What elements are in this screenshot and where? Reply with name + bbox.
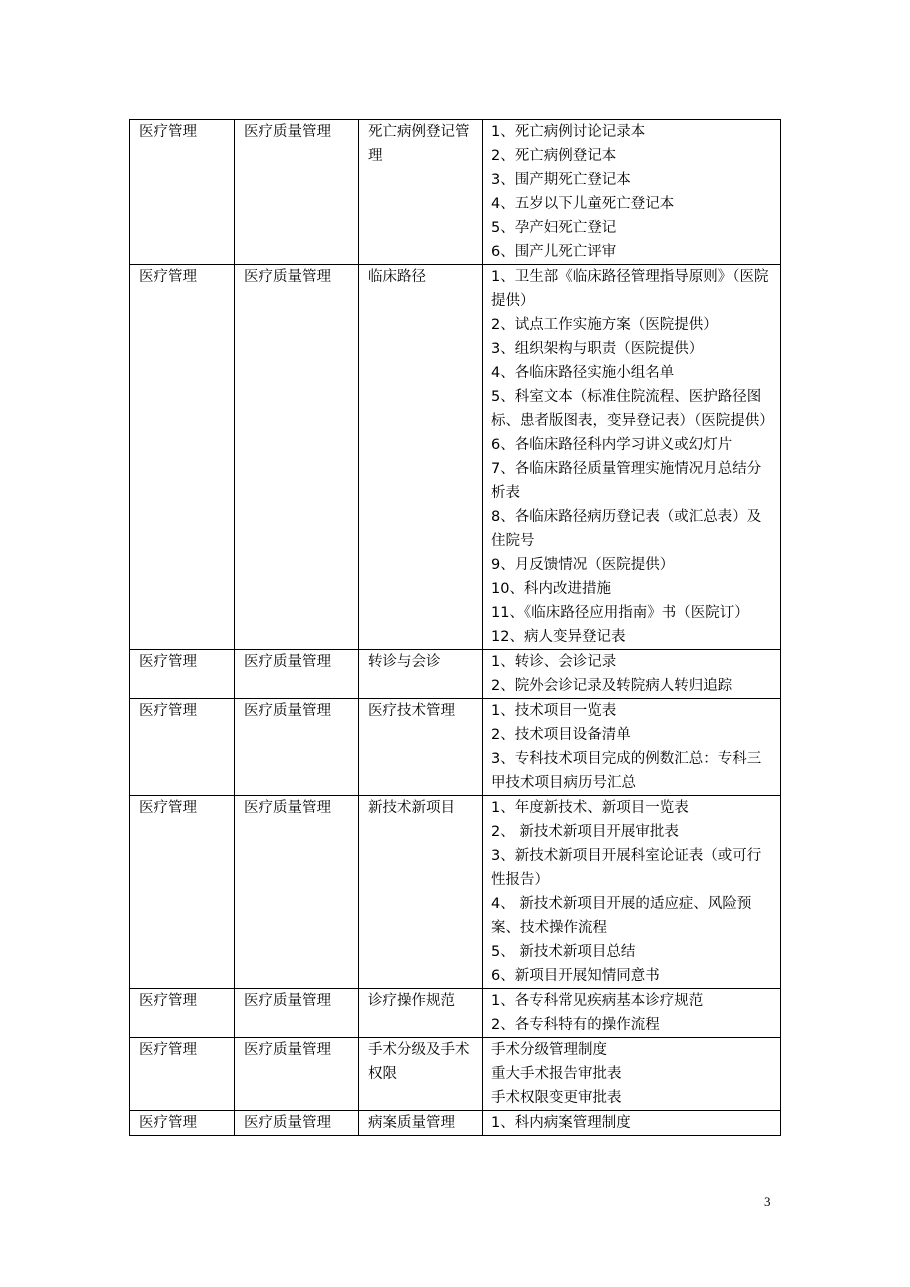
subcategory-cell: 医疗质量管理 [235,650,359,699]
subcategory-cell: 医疗质量管理 [235,265,359,650]
table-row [130,1038,781,1111]
subcategory-cell: 医疗质量管理 [235,120,359,265]
document-item: 1、科内病案管理制度 [491,1115,631,1131]
document-list-cell [483,120,781,265]
document-item: 3、专科技术项目完成的例数汇总：专科三甲技术项目病历号汇总 [491,751,762,791]
document-item: 4、各临床路径实施小组名单 [491,365,675,381]
document-item: 4、五岁以下儿童死亡登记本 [491,196,675,212]
document-item: 5、孕产妇死亡登记 [491,220,617,236]
table-row [130,989,781,1038]
document-item: 9、月反馈情况（医院提供） [491,557,675,573]
records-table [129,119,781,1136]
document-list-cell [483,699,781,796]
document-item: 8、各临床路径病历登记表（或汇总表）及住院号 [491,509,762,549]
table-row [130,796,781,989]
document-item: 3、组织架构与职责（医院提供） [491,341,704,357]
document-item: 1、卫生部《临床路径管理指导原则》（医院提供） [491,269,769,309]
category-cell: 医疗管理 [130,120,235,265]
category-cell: 医疗管理 [130,650,235,699]
topic-cell: 医疗技术管理 [359,699,483,796]
topic-cell: 新技术新项目 [359,796,483,989]
subcategory-cell: 医疗质量管理 [235,699,359,796]
topic-cell: 手术分级及手术权限 [359,1038,483,1111]
table-row [130,699,781,796]
document-list-cell [483,1111,781,1136]
document-list-cell [483,650,781,699]
document-list-cell [483,1038,781,1111]
document-item: 10、科内改进措施 [491,581,611,597]
document-item: 2、技术项目设备清单 [491,727,631,743]
document-item: 5、 新技术新项目总结 [491,944,636,960]
document-item: 2、院外会诊记录及转院病人转归追踪 [491,678,733,694]
topic-cell: 诊疗操作规范 [359,989,483,1038]
subcategory-cell: 医疗质量管理 [235,1111,359,1136]
document-item: 2、死亡病例登记本 [491,148,617,164]
document-item: 1、死亡病例讨论记录本 [491,124,646,140]
category-cell: 医疗管理 [130,796,235,989]
document-item: 1、各专科常见疾病基本诊疗规范 [491,993,704,1009]
table-row [130,265,781,650]
document-item: 7、各临床路径质量管理实施情况月总结分析表 [491,461,762,501]
category-cell: 医疗管理 [130,1038,235,1111]
document-item: 6、新项目开展知情同意书 [491,968,660,984]
document-item: 6、围产儿死亡评审 [491,244,617,260]
document-item: 手术分级管理制度 [491,1042,607,1058]
category-cell: 医疗管理 [130,989,235,1038]
document-list-cell [483,989,781,1038]
topic-cell: 临床路径 [359,265,483,650]
document-item: 1、转诊、会诊记录 [491,654,617,670]
document-list-cell [483,265,781,650]
category-cell: 医疗管理 [130,1111,235,1136]
document-item: 2、各专科特有的操作流程 [491,1017,660,1033]
document-item: 11、《临床路径应用指南》书（医院订） [491,605,749,621]
document-item: 6、各临床路径科内学习讲义或幻灯片 [491,437,733,453]
document-item: 1、年度新技术、新项目一览表 [491,800,689,816]
document-item: 5、科室文本（标准住院流程、医护路径图标、患者版图表，变异登记表）（医院提供） [491,389,774,429]
document-item: 手术权限变更审批表 [491,1090,622,1106]
document-item: 2、试点工作实施方案（医院提供） [491,317,718,333]
document-list-cell [483,796,781,989]
document-item: 12、病人变异登记表 [491,629,626,645]
document-item: 重大手术报告审批表 [491,1066,622,1082]
subcategory-cell: 医疗质量管理 [235,796,359,989]
category-cell: 医疗管理 [130,265,235,650]
topic-cell: 转诊与会诊 [359,650,483,699]
document-item: 3、新技术新项目开展科室论证表（或可行性报告） [491,848,762,888]
topic-cell: 病案质量管理 [359,1111,483,1136]
subcategory-cell: 医疗质量管理 [235,1038,359,1111]
table-row [130,650,781,699]
category-cell: 医疗管理 [130,699,235,796]
page-number: 3 [764,1194,771,1209]
document-item: 1、技术项目一览表 [491,703,617,719]
table-row [130,120,781,265]
document-item: 4、 新技术新项目开展的适应症、风险预案、技术操作流程 [491,896,752,936]
document-item: 3、围产期死亡登记本 [491,172,631,188]
document-item: 2、 新技术新项目开展审批表 [491,824,679,840]
table-row [130,1111,781,1136]
topic-cell: 死亡病例登记管理 [359,120,483,265]
subcategory-cell: 医疗质量管理 [235,989,359,1038]
